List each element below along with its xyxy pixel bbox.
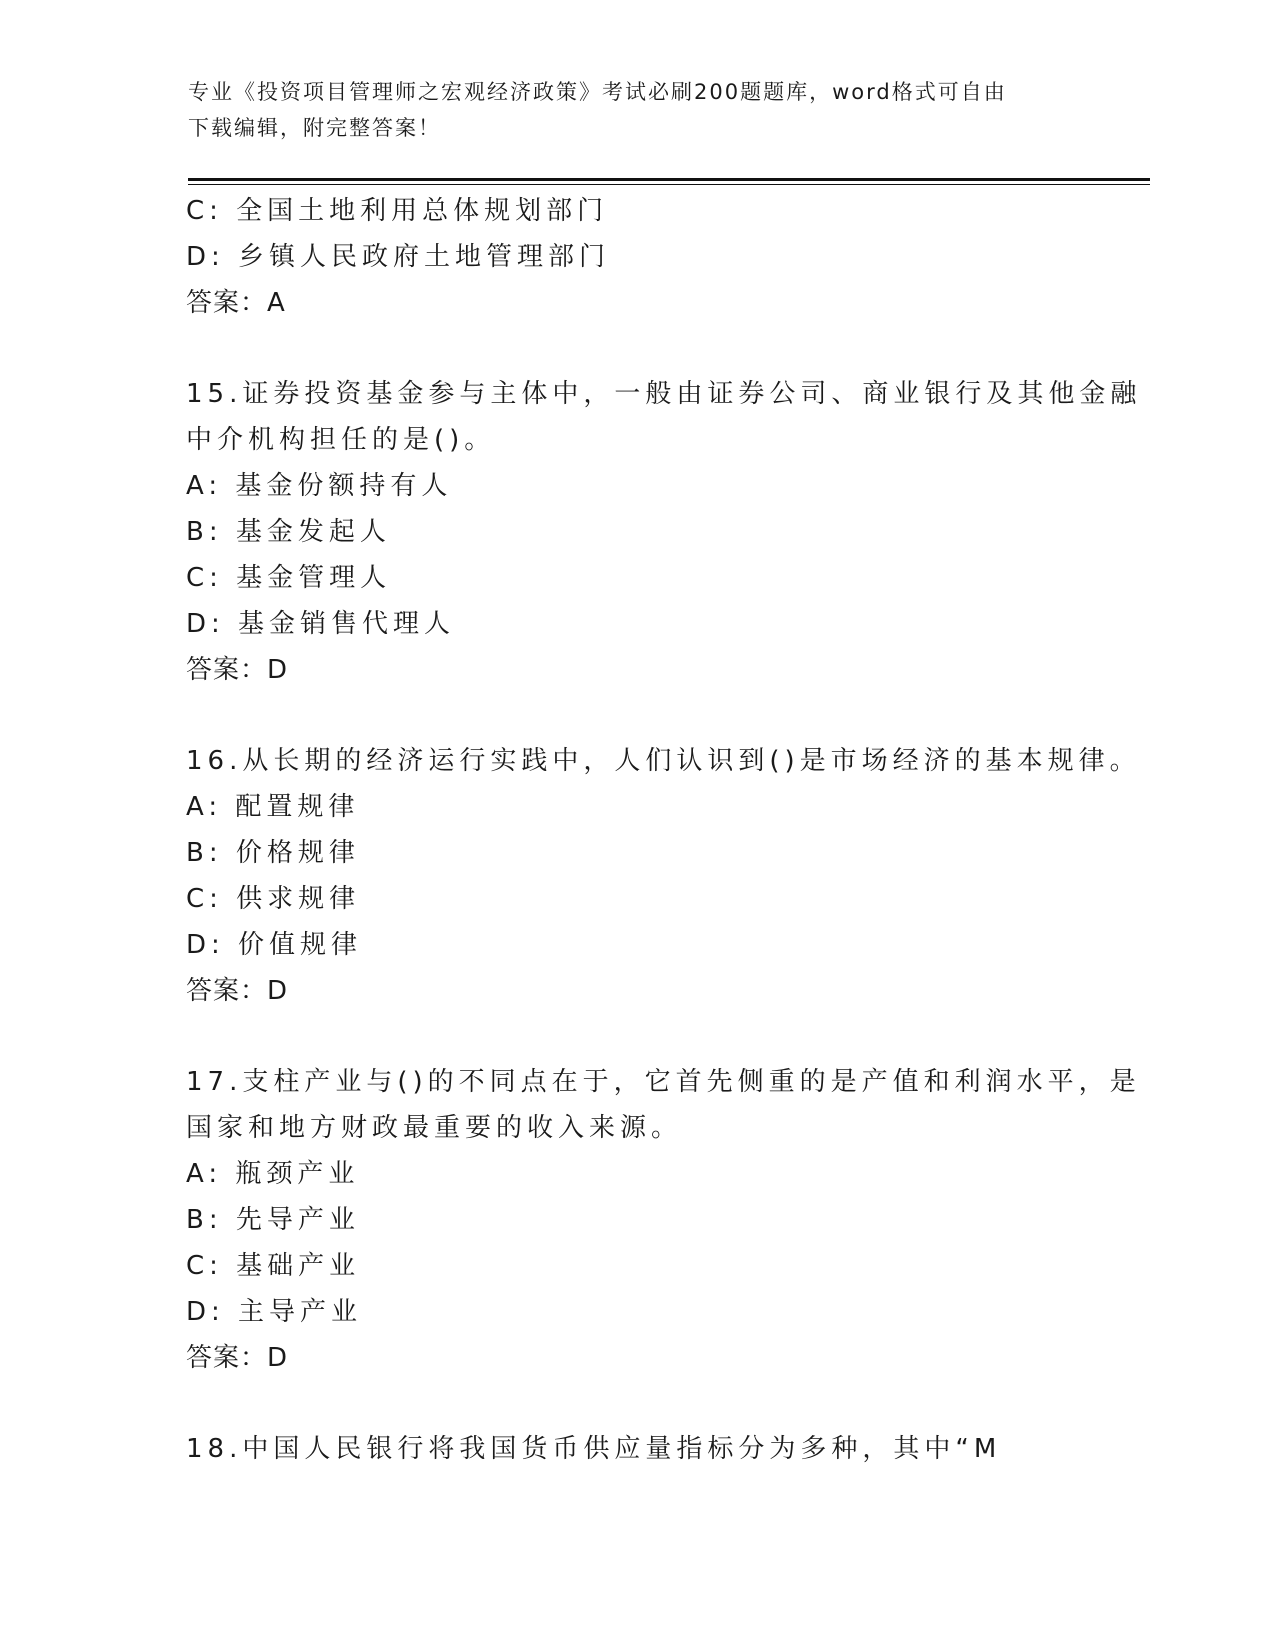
option-c: C: 基础产业 bbox=[186, 1251, 361, 1281]
question-17 bbox=[186, 1059, 1141, 1381]
option-b: B: 价格规律 bbox=[186, 838, 360, 868]
question-14-tail bbox=[186, 188, 1086, 326]
option-b: B: 基金发起人 bbox=[186, 517, 391, 547]
spacer bbox=[186, 693, 1086, 738]
question-stem-cont: 国家和地方财政最重要的收入来源。 bbox=[186, 1113, 683, 1143]
header-line-2: 下载编辑，附完整答案！ bbox=[188, 116, 441, 140]
question-content bbox=[186, 188, 1142, 1472]
option-a: A: 基金份额持有人 bbox=[186, 471, 453, 501]
answer-label: 答案：A bbox=[186, 288, 286, 318]
option-d: D: 乡镇人民政府土地管理部门 bbox=[186, 242, 611, 272]
header-line-1: 专业《投资项目管理师之宏观经济政策》考试必刷200题题库，word格式可自由 bbox=[188, 80, 1007, 104]
question-18 bbox=[186, 1426, 1086, 1472]
question-stem: 16.从长期的经济运行实践中，人们认识到()是市场经济的基本规律。 bbox=[186, 746, 1141, 776]
option-a: A: 瓶颈产业 bbox=[186, 1159, 360, 1189]
question-16 bbox=[186, 738, 1141, 1014]
spacer bbox=[186, 326, 1086, 371]
question-stem: 17.支柱产业与()的不同点在于，它首先侧重的是产值和利润水平，是 bbox=[186, 1067, 1141, 1097]
header-divider-thick bbox=[188, 178, 1150, 181]
answer-label: 答案：D bbox=[186, 1343, 289, 1373]
option-d: D: 主导产业 bbox=[186, 1297, 363, 1327]
option-a: A: 配置规律 bbox=[186, 792, 360, 822]
spacer bbox=[186, 1014, 1086, 1059]
option-c: C: 供求规律 bbox=[186, 884, 361, 914]
option-c: C: 基金管理人 bbox=[186, 563, 392, 593]
header-divider-thin bbox=[188, 184, 1150, 185]
question-stem: 15.证券投资基金参与主体中，一般由证券公司、商业银行及其他金融 bbox=[186, 379, 1142, 409]
option-d: D: 价值规律 bbox=[186, 930, 363, 960]
option-b: B: 先导产业 bbox=[186, 1205, 360, 1235]
question-15 bbox=[186, 371, 1142, 693]
option-c: C: 全国土地利用总体规划部门 bbox=[186, 196, 609, 226]
spacer bbox=[186, 1381, 1086, 1426]
option-d: D: 基金销售代理人 bbox=[186, 609, 456, 639]
question-stem-cont: 中介机构担任的是()。 bbox=[186, 425, 496, 455]
question-stem: 18.中国人民银行将我国货币供应量指标分为多种，其中“M bbox=[186, 1434, 1002, 1464]
answer-label: 答案：D bbox=[186, 655, 289, 685]
answer-label: 答案：D bbox=[186, 976, 289, 1006]
document-header bbox=[188, 74, 1088, 146]
